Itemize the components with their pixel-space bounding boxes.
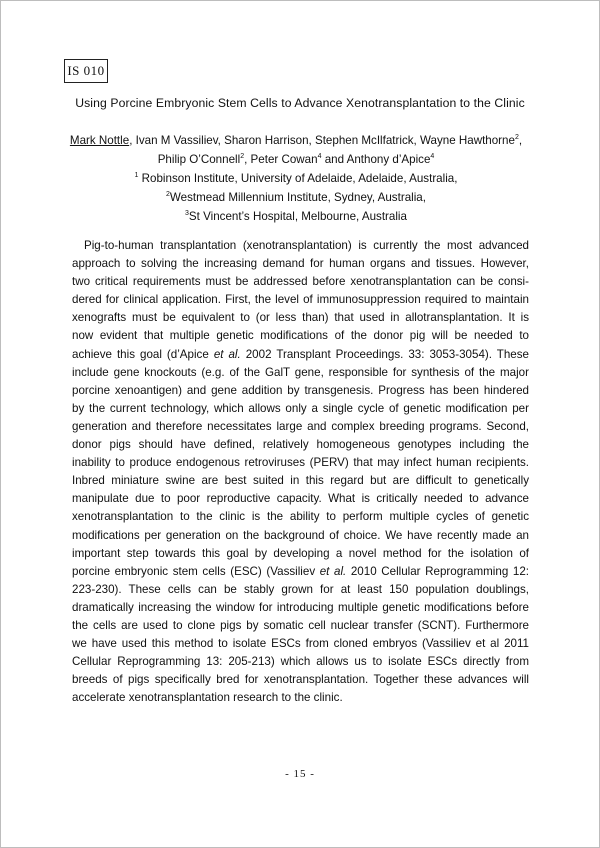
abstract-text: 2010 Cellular Reprogramming 12: <box>346 564 529 578</box>
abstract-line: important step towards this goal by developing a novel method for the isolation of <box>72 546 529 560</box>
abstract-line: donor pigs should have defined, relatively homogeneous genotypes including the <box>72 438 529 452</box>
author-oconnell: Philip O’Connell <box>157 153 241 166</box>
abstract-line: dramatically increasing the window for introducing multiple genetic modifications before <box>72 600 529 614</box>
abstract-line: Cellular Reprogramming 13: 205-213) which allows us to isolate ESCs directly from <box>72 655 529 669</box>
abstract-text: porcine embryonic stem cells (ESC) (Vassiliev <box>72 564 320 578</box>
abstract-line: now evident that multiple genetic modifications of the donor pig will be needed to <box>72 329 529 343</box>
author-sup: 2 <box>514 134 519 141</box>
abstract-code: IS 010 <box>67 63 105 78</box>
author-sup: 4 <box>317 153 322 160</box>
italic-citation: et al. <box>213 347 241 361</box>
affiliation-2 <box>60 188 532 207</box>
abstract-line: the cells are used to clone pigs by somatic cell nuclear transfer (SCNT). Furthermore <box>72 618 529 632</box>
abstract-line: manipulate due to poor reproductive capacity. What is critically needed to advance <box>72 492 529 506</box>
affiliation-sup: 2 <box>166 191 170 198</box>
abstract-line: by the current technology, which allows only a single cycle of genetic modification per <box>72 401 529 415</box>
affiliation-text: Westmead Millennium Institute, Sydney, Australia, <box>169 191 426 204</box>
affiliation-sup: 3 <box>185 210 189 217</box>
author-sup: 4 <box>430 153 435 160</box>
abstract-line: we have used this method to isolate ESCs from cloned embryos (Vassiliev et al 2011 <box>72 637 529 651</box>
affiliation-1 <box>60 169 532 188</box>
abstract-line: Pig-to-human transplantation (xenotransplantation) is currently the most advanced <box>84 239 529 252</box>
abstract-line: modifications per generation on the background of choice. We have recently made an <box>72 528 529 542</box>
abstract-line: xenografts must be equivalent to (or less than) that used in allotransplantation. It is <box>72 311 529 325</box>
abstract-line: xenotransplantation to the clinic is the ability to perform multiple cycles of genetic <box>72 510 529 524</box>
abstract-line: 223-230). These cells can be stably grown for at least 150 population doublings, <box>72 582 529 596</box>
affiliation-3 <box>60 207 532 226</box>
author-comma: , <box>518 134 523 147</box>
abstract-text: 2002 Transplant Proceedings. 33: 3053-3054). These <box>240 347 529 361</box>
abstract-line: include gene knockouts (e.g. of the GalT gene, responsible for synthesis of the major <box>72 365 529 379</box>
author-list-line1: , Ivan M Vassiliev, Sharon Harrison, Stephen McIlfatrick, Wayne Hawthorne <box>129 134 515 147</box>
abstract-line: porcine xenoantigen) and gene addition by transgenesis. Progress has been hindered <box>72 383 529 397</box>
paper-title: Using Porcine Embryonic Stem Cells to Advance Xenotransplantation to the Clinic <box>75 96 525 110</box>
abstract-line: accelerate xenotransplantation research to the clinic. <box>72 691 343 705</box>
abstract-text: achieve this goal (d’Apice <box>72 347 214 361</box>
abstract-body <box>72 237 529 707</box>
affiliation-text: Robinson Institute, University of Adelaide, Adelaide, Australia, <box>138 172 458 185</box>
abstract-line: Inbred miniature swine are best suited in this regard but are difficult to genetically <box>72 474 529 488</box>
presenting-author: Mark Nottle <box>69 134 130 147</box>
italic-citation: et al. <box>319 564 347 578</box>
author-dapice: and Anthony d’Apice <box>321 153 431 166</box>
abstract-line: two critical requirements must be addressed before xenotransplantation can be consi- <box>72 275 529 289</box>
abstract-code-box <box>64 59 108 83</box>
abstract-line <box>72 563 529 581</box>
author-sup: 2 <box>240 153 245 160</box>
abstract-line: dered for clinical application. First, the level of immunosuppression required to maintain <box>72 293 529 307</box>
page-number: - 15 - <box>285 768 315 780</box>
author-block <box>60 131 532 226</box>
abstract-line: inability to produce endogenous retroviruses (PERV) that may infect human recipients. <box>72 456 529 470</box>
author-cowan: , Peter Cowan <box>244 153 318 166</box>
abstract-line <box>72 346 529 364</box>
affiliation-text: St Vincent’s Hospital, Melbourne, Australia <box>188 210 407 223</box>
affiliation-sup: 1 <box>134 172 139 179</box>
abstract-line: breeds of pigs specifically bred for xenotransplantation. Together these advances will <box>72 673 529 687</box>
abstract-line: generation and therefore necessitates large and complex breeding programs. Second, <box>72 419 529 433</box>
abstract-line: approach to solving the increasing demand for human organs and tissues. However, <box>72 257 529 271</box>
